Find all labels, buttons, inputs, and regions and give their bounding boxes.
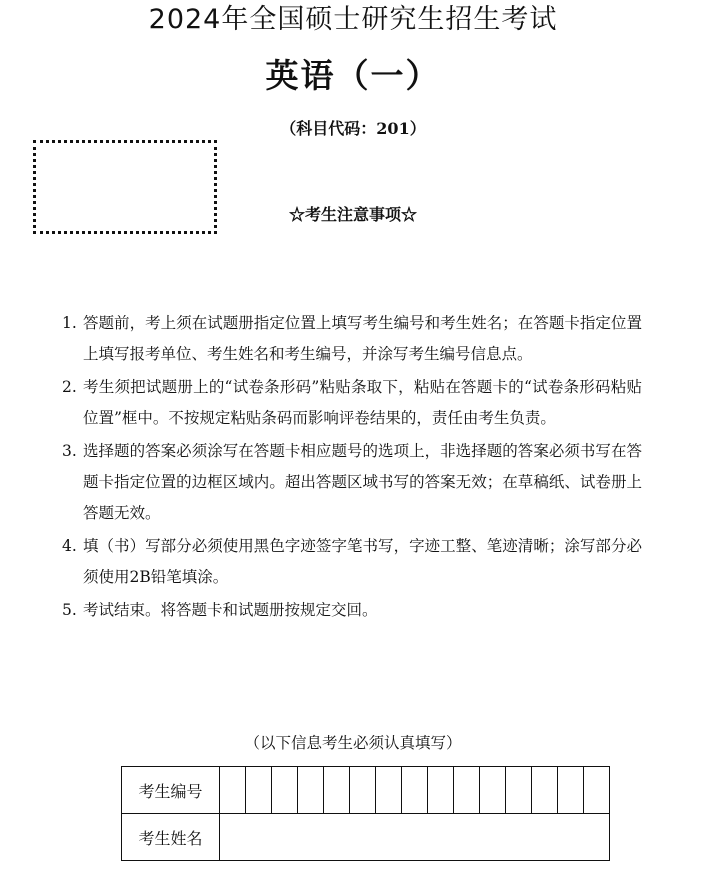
rule-item xyxy=(62,531,642,593)
rule-item xyxy=(62,372,642,434)
candidate-info-table xyxy=(121,766,610,861)
exam-title: 2024年全国硕士研究生招生考试 xyxy=(148,4,558,35)
rule-item xyxy=(62,308,642,370)
candidate-number-digit-cell[interactable] xyxy=(532,767,558,814)
rule-item xyxy=(62,595,642,626)
candidate-name-row xyxy=(122,814,610,861)
candidate-number-digit-cell[interactable] xyxy=(298,767,324,814)
rule-text: 填（书）写部分必须使用黑色字迹签字笔书写，字迹工整、笔迹清晰；涂写部分必须使用2B铅笔填涂。 xyxy=(83,537,642,586)
subject-code: （科目代码：201） xyxy=(280,119,426,138)
candidate-number-digit-cell[interactable] xyxy=(246,767,272,814)
candidate-name-label: 考生姓名 xyxy=(122,814,220,861)
candidate-number-digit-cell[interactable] xyxy=(584,767,610,814)
candidate-number-digit-cell[interactable] xyxy=(272,767,298,814)
info-prompt: （以下信息考生必须认真填写） xyxy=(244,734,462,752)
exam-subject-title: 英语（一） xyxy=(265,56,441,95)
rule-text: 考生须把试题册上的“试卷条形码”粘贴条取下，粘贴在答题卡的“试卷条形码粘贴位置”框中。不按规定粘贴条码而影响评卷结果的，责任由考生负责。 xyxy=(83,378,642,427)
candidate-number-digit-cell[interactable] xyxy=(402,767,428,814)
rule-number: 4. xyxy=(62,537,77,555)
rule-text: 考试结束。将答题卡和试题册按规定交回。 xyxy=(83,601,378,619)
candidate-number-digit-cell[interactable] xyxy=(506,767,532,814)
candidate-number-digit-cell[interactable] xyxy=(558,767,584,814)
rule-text: 选择题的答案必须涂写在答题卡相应题号的选项上，非选择题的答案必须书写在答题卡指定位置的边框区域内。超出答题区域书写的答案无效；在草稿纸、试卷册上答题无效。 xyxy=(83,442,642,522)
candidate-number-row xyxy=(122,767,610,814)
candidate-number-digit-cell[interactable] xyxy=(428,767,454,814)
candidate-number-digit-cell[interactable] xyxy=(350,767,376,814)
rule-number: 3. xyxy=(62,442,77,460)
candidate-number-digit-cell[interactable] xyxy=(324,767,350,814)
rule-number: 5. xyxy=(62,601,77,619)
rule-text: 答题前，考上须在试题册指定位置上填写考生编号和考生姓名；在答题卡指定位置上填写报考单位、考生姓名和考生编号，并涂写考生编号信息点。 xyxy=(83,314,642,363)
candidate-name-field[interactable] xyxy=(220,814,610,861)
candidate-number-digit-cell[interactable] xyxy=(480,767,506,814)
candidate-number-label: 考生编号 xyxy=(122,767,220,814)
candidate-number-digit-cell[interactable] xyxy=(220,767,246,814)
candidate-number-digit-cell[interactable] xyxy=(454,767,480,814)
candidate-number-digit-cell[interactable] xyxy=(376,767,402,814)
rule-item xyxy=(62,436,642,529)
rule-number: 1. xyxy=(62,314,77,332)
rule-number: 2. xyxy=(62,378,77,396)
rules-list xyxy=(62,308,642,628)
notice-heading: ☆考生注意事项☆ xyxy=(288,205,417,224)
